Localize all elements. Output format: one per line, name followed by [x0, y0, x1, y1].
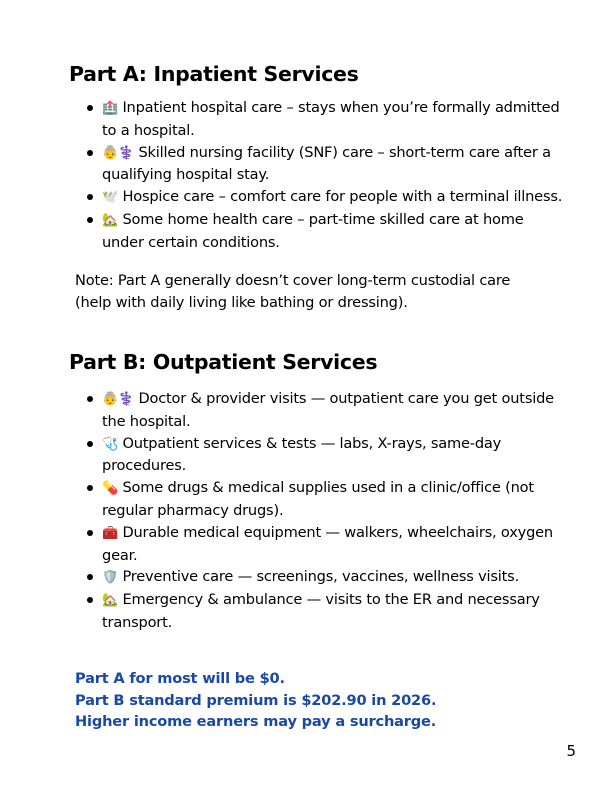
list-item [85, 142, 565, 187]
list-item-text: Hospice care – comfort care for people with a terminal illness. [122, 188, 563, 206]
bullet-dot [87, 441, 93, 447]
part-b-list [85, 388, 565, 634]
part-a-list [85, 97, 565, 254]
list-item-text: Preventive care — screenings, vaccines, wellness visits. [122, 568, 520, 586]
part-a-note: Note: Part A generally doesn’t cover long-term custodial care (help with daily living like bathing or dressing). [75, 272, 511, 311]
list-item [85, 209, 565, 254]
list-item [85, 433, 565, 478]
part-b-heading: Part B: Outpatient Services [69, 350, 378, 374]
surcharge-line: Higher income earners may pay a surcharge. [75, 713, 437, 730]
hospital-icon: 🏥 [102, 101, 118, 116]
pill-icon: 💊 [102, 481, 118, 497]
bullet-dot [87, 485, 93, 491]
toolbox-icon: 🧰 [102, 525, 118, 541]
list-item [85, 388, 565, 433]
bullet-dot [87, 597, 93, 603]
bullet-dot [87, 396, 93, 402]
stethoscope-icon: 🩺 [102, 436, 118, 452]
part-a-premium-line: Part A for most will be $0. [75, 670, 285, 687]
home-icon: 🏡 [102, 212, 118, 228]
list-item [85, 589, 565, 634]
list-item-text: Some drugs & medical supplies used in a clinic/office (not regular pharmacy drugs). [102, 479, 534, 519]
bullet-dot [87, 574, 93, 580]
part-a-heading: Part A: Inpatient Services [69, 62, 359, 86]
list-item-text: Outpatient services & tests — labs, X-rays, same-day procedures. [102, 434, 502, 475]
list-item [85, 477, 565, 522]
list-item [85, 186, 565, 209]
dove-icon: 🕊️ [102, 190, 118, 206]
health-worker-icon: 👵⚕️ [102, 392, 134, 407]
part-b-premium-line: Part B standard premium is $202.90 in 2026. [75, 691, 437, 709]
bullet-dot [87, 105, 93, 111]
list-item-text: Skilled nursing facility (SNF) care – short-term care after a qualifying hospital stay. [102, 143, 551, 184]
list-item-text: Doctor & provider visits — outpatient care you get outside the hospital. [102, 390, 554, 430]
bullet-dot [87, 194, 93, 200]
health-worker-icon: 👵⚕️ [102, 145, 134, 161]
bullet-dot [87, 217, 93, 223]
page-number: 5 [566, 742, 576, 760]
home-icon: 🏡 [102, 593, 118, 609]
list-item [85, 566, 565, 589]
premium-summary [75, 668, 436, 733]
list-item-text: Durable medical equipment — walkers, wheelchairs, oxygen gear. [102, 523, 553, 564]
shield-icon: 🛡️ [102, 570, 118, 586]
list-item-text: Some home health care – part-time skilled care at home under certain conditions. [102, 210, 524, 251]
bullet-dot [87, 150, 93, 156]
list-item-text: Emergency & ambulance — visits to the ER and necessary transport. [102, 591, 540, 631]
list-item-text: Inpatient hospital care – stays when you’re formally admitted to a hospital. [102, 99, 560, 139]
list-item [85, 522, 565, 567]
bullet-dot [87, 530, 93, 536]
list-item [85, 97, 565, 142]
